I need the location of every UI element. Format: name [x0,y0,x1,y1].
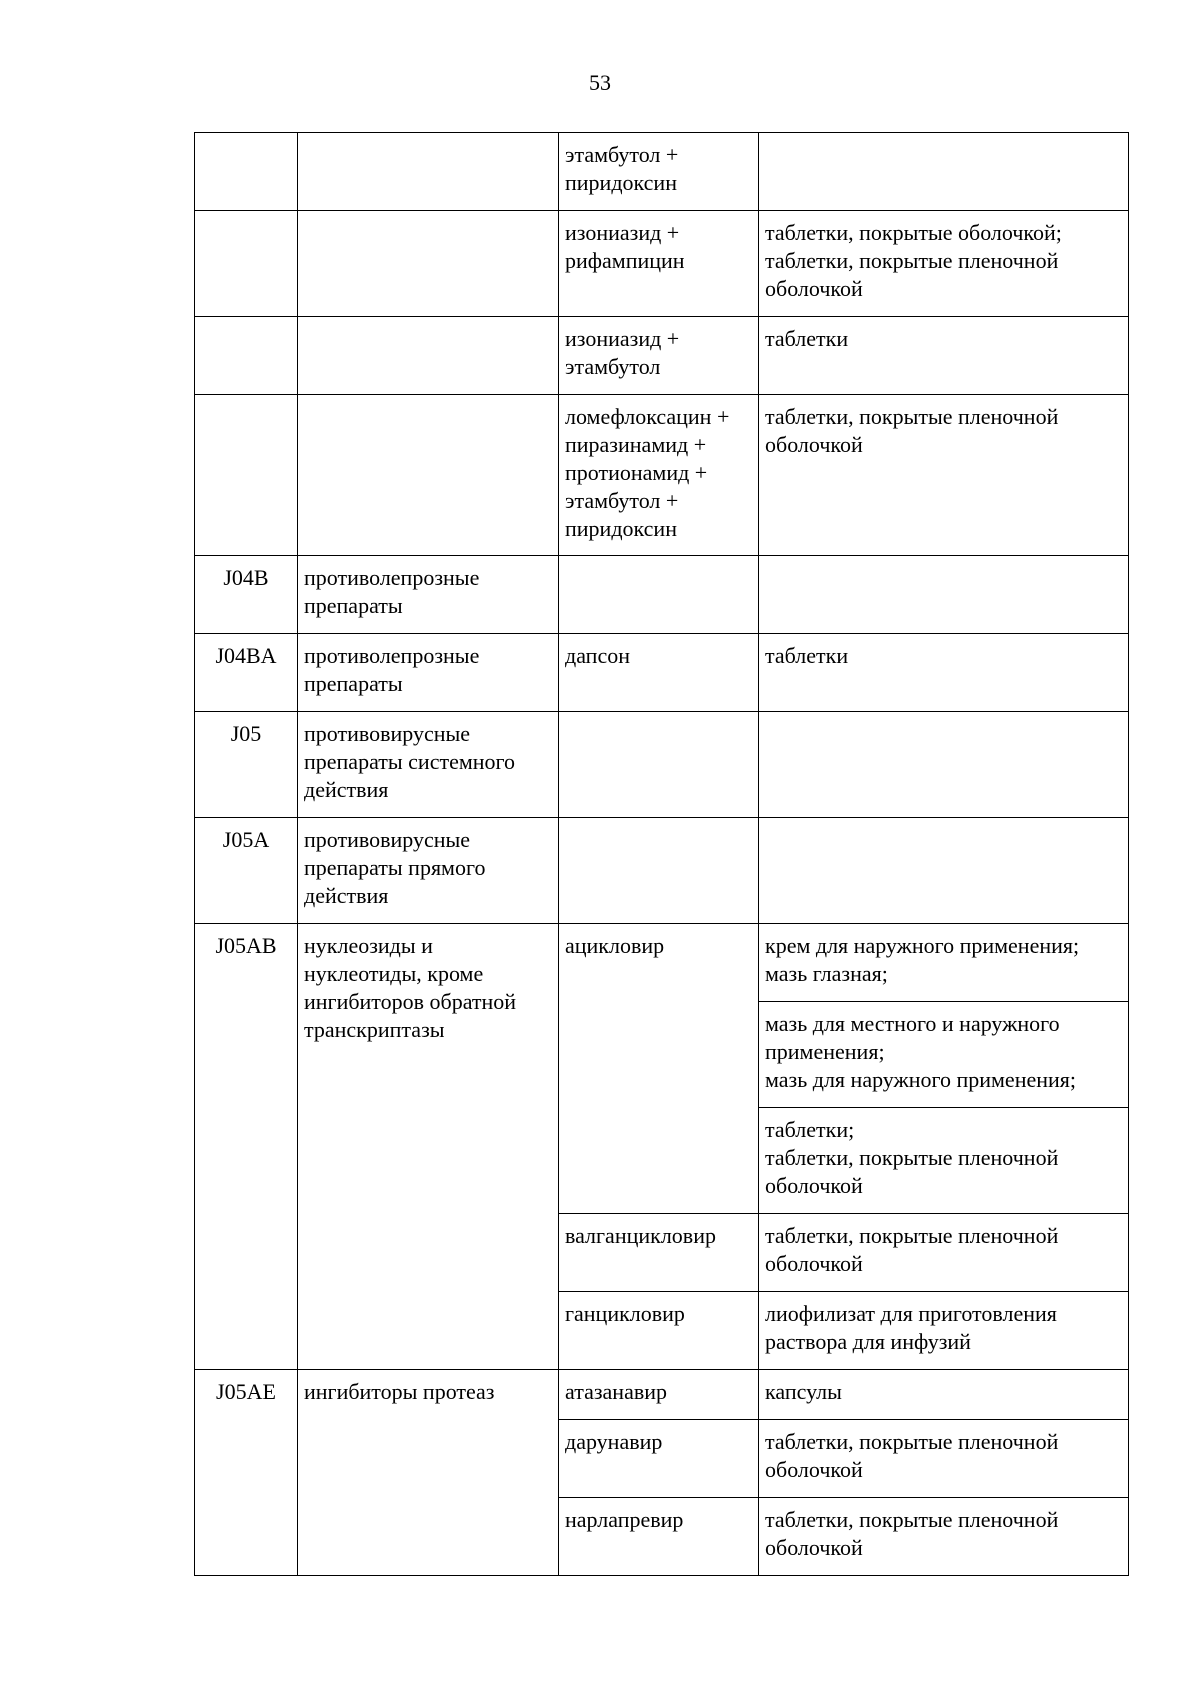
dosage-form-cell: таблетки; таблетки, покрытые пленочной оболочкой [759,1108,1129,1214]
drug-name-cell: ацикловир [559,924,759,1214]
drug-name-cell: валганцикловир [559,1214,759,1292]
table-row [195,924,1129,1002]
table-row [195,556,1129,634]
atc-code-cell [195,395,298,556]
drug-name-cell [559,818,759,924]
dosage-form-cell: крем для наружного применения; мазь глазная; [759,924,1129,1002]
group-name-cell: противолепрозные препараты [298,556,559,634]
page-number: 53 [589,70,611,95]
group-name-cell: противовирусные препараты системного действия [298,712,559,818]
table-row [195,634,1129,712]
dosage-form-cell: таблетки [759,634,1129,712]
atc-code-cell: J05AB [195,924,298,1370]
dosage-form-cell: капсулы [759,1370,1129,1420]
drug-name-cell: дарунавир [559,1420,759,1498]
drug-name-cell: атазанавир [559,1370,759,1420]
dosage-form-cell: таблетки, покрытые оболочкой; таблетки, покрытые пленочной оболочкой [759,211,1129,317]
atc-code-cell: J05 [195,712,298,818]
group-name-cell [298,317,559,395]
atc-code-cell [195,211,298,317]
table-row [195,1370,1129,1420]
atc-code-cell: J05A [195,818,298,924]
table-row [195,395,1129,556]
group-name-cell: противовирусные препараты прямого действия [298,818,559,924]
table-row [195,317,1129,395]
dosage-form-cell: таблетки, покрытые пленочной оболочкой [759,1420,1129,1498]
drug-name-cell: изониазид + этамбутол [559,317,759,395]
drug-name-cell: ганцикловир [559,1292,759,1370]
dosage-form-cell: таблетки [759,317,1129,395]
dosage-form-cell [759,712,1129,818]
drug-name-cell: нарлапревир [559,1498,759,1576]
group-name-cell: ингибиторы протеаз [298,1370,559,1576]
atc-code-cell: J05AE [195,1370,298,1576]
group-name-cell [298,211,559,317]
drug-table [194,132,1129,1576]
dosage-form-cell: лиофилизат для приготовления раствора для инфузий [759,1292,1129,1370]
group-name-cell: противолепрозные препараты [298,634,559,712]
dosage-form-cell: мазь для местного и наружного применения; мазь для наружного применения; [759,1002,1129,1108]
atc-code-cell [195,317,298,395]
drug-name-cell: ломефлоксацин + пиразинамид + протионамид + этамбутол + пиридоксин [559,395,759,556]
table-row [195,133,1129,211]
atc-code-cell: J04B [195,556,298,634]
group-name-cell: нуклеозиды и нуклеотиды, кроме ингибиторов обратной транскриптазы [298,924,559,1370]
atc-code-cell [195,133,298,211]
drug-name-cell: дапсон [559,634,759,712]
drug-name-cell: изониазид + рифампицин [559,211,759,317]
atc-code-cell: J04BA [195,634,298,712]
dosage-form-cell: таблетки, покрытые пленочной оболочкой [759,395,1129,556]
dosage-form-cell [759,556,1129,634]
group-name-cell [298,133,559,211]
drug-name-cell [559,712,759,818]
table-row [195,818,1129,924]
table-row [195,211,1129,317]
drug-name-cell: этамбутол + пиридоксин [559,133,759,211]
dosage-form-cell [759,133,1129,211]
dosage-form-cell [759,818,1129,924]
table-row [195,712,1129,818]
dosage-form-cell: таблетки, покрытые пленочной оболочкой [759,1214,1129,1292]
drug-name-cell [559,556,759,634]
dosage-form-cell: таблетки, покрытые пленочной оболочкой [759,1498,1129,1576]
group-name-cell [298,395,559,556]
